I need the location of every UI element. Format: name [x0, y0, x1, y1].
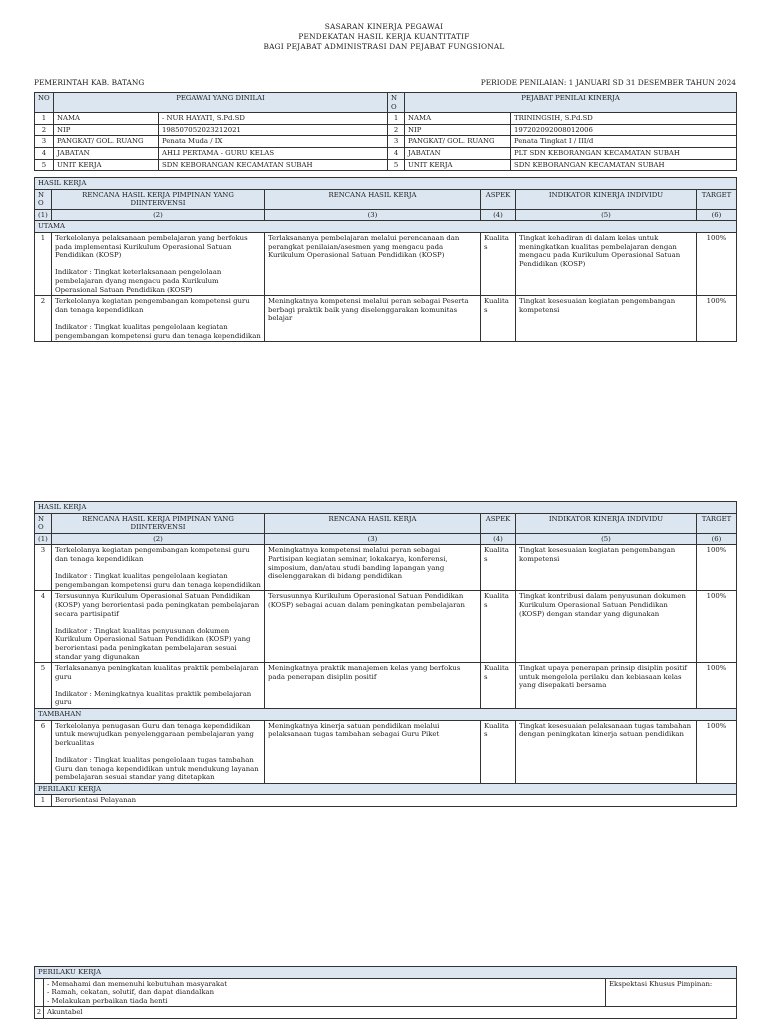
identity-row — [35, 113, 737, 125]
row-no: 4 — [388, 147, 405, 159]
section-row — [35, 709, 737, 721]
aspek-cell: Kualitas — [481, 545, 516, 591]
indikator-cell: Tingkat kehadiran di dalam kelas untuk meningkatkan kualitas pembelajaran dengan mengacu pada Kurikulum Operasional Satuan Pendidikan (KOSP) — [516, 232, 697, 295]
row-no: 1 — [35, 795, 52, 807]
rencana-cell: Meningkatnya kompetensi melalui peran sebagai Peserta berbagi praktik baik yang diselenggarakan komunitas belajar — [265, 296, 481, 342]
meta-row — [34, 78, 736, 87]
indikator-cell: Tingkat kontribusi dalam penyusunan dokumen Kurikulum Operasional Satuan Pendidikan (KOSP) dengan standar yang digunakan — [516, 591, 697, 663]
col-num-4: (4) — [481, 209, 516, 221]
document-header — [0, 22, 768, 52]
rencana-pimpinan-cell — [52, 591, 265, 663]
hasil-kerja-section-label: HASIL KERJA — [35, 502, 737, 514]
col-rencana-pimpinan: RENCANA HASIL KERJA PIMPINAN YANG DIINTERVENSI — [52, 189, 265, 209]
header-subtitle: PENDEKATAN HASIL KERJA KUANTITATIF — [298, 32, 470, 41]
identity-row — [35, 159, 737, 171]
rencana-pimpinan-cell — [52, 720, 265, 783]
rencana-pimpinan-text: Terlaksananya peningkatan kualitas praktik pembelajaran guru — [55, 664, 259, 681]
row-no: 3 — [35, 136, 54, 148]
col-num-5: (5) — [516, 209, 697, 221]
identity-col-no-2: NO — [388, 93, 405, 113]
rencana-pimpinan-indikator: Indikator : Tingkat kualitas pengelolaan kegiatan pengembangan kompetensi guru dan tenaga kependidikan — [55, 572, 261, 589]
section-row — [35, 783, 737, 795]
col-indikator: INDIKATOR KINERJA INDIVIDU — [516, 513, 697, 533]
table-row — [35, 720, 737, 783]
rencana-pimpinan-text: Terkelolanya penugasan Guru dan tenaga kependidikan untuk mewujudkan penyelenggaraan pembelajaran yang berkualitas — [55, 721, 254, 747]
rencana-cell: Meningkatnya kinerja satuan pendidikan melalui pelaksanaan tugas tambahan sebagai Guru Piket — [265, 720, 481, 783]
aspek-cell: Kualitas — [481, 591, 516, 663]
row-no: 1 — [35, 232, 52, 295]
col-num-1: (1) — [35, 209, 52, 221]
aspek-cell: Kualitas — [481, 232, 516, 295]
left-value: 198507052023212021 — [159, 124, 388, 136]
instansi-label: PEMERINTAH KAB. BATANG — [34, 78, 145, 87]
col-rencana: RENCANA HASIL KERJA — [265, 189, 481, 209]
row-no: 5 — [388, 159, 405, 171]
row-no: 5 — [35, 159, 54, 171]
column-number-row — [35, 533, 737, 545]
row-no: 1 — [388, 113, 405, 125]
row-label: PANGKAT/ GOL. RUANG — [54, 136, 159, 148]
rencana-cell: Meningkatnya praktik manajemen kelas yang berfokus pada penerapan disiplin positif — [265, 663, 481, 709]
row-label: PANGKAT/ GOL. RUANG — [405, 136, 511, 148]
rencana-pimpinan-indikator: Indikator : Tingkat kualitas penyusunan dokumen Kurikulum Operasional Satuan Pendidikan (KOSP) yang berorientasi pada peningkatan pembelajaran sesuai standar yang digunakan — [55, 626, 251, 661]
col-rencana-pimpinan: RENCANA HASIL KERJA PIMPINAN YANG DIINTERVENSI — [52, 513, 265, 533]
col-num-4: (4) — [481, 533, 516, 545]
row-no-empty — [35, 978, 44, 1007]
perilaku-bullet: - Ramah, cekatan, solutif, dan dapat diandalkan — [47, 988, 215, 997]
rencana-pimpinan-cell — [52, 232, 265, 295]
rencana-pimpinan-text: Terkelolanya pelaksanaan pembelajaran yang berfokus pada implementasi Kurikulum Operasional Satuan Pendidikan (KOSP) — [55, 233, 248, 260]
identity-col-no: NO — [35, 93, 54, 113]
col-target: TARGET — [697, 189, 737, 209]
row-no: 4 — [35, 147, 54, 159]
right-value: PLT SDN KEBORANGAN KECAMATAN SUBAH — [511, 147, 737, 159]
header-title: SASARAN KINERJA PEGAWAI — [324, 22, 444, 31]
target-cell: 100% — [697, 591, 737, 663]
perilaku-row — [35, 1007, 737, 1019]
aspek-cell: Kualitas — [481, 663, 516, 709]
col-rencana: RENCANA HASIL KERJA — [265, 513, 481, 533]
identity-header-row — [35, 93, 737, 113]
row-no: 2 — [35, 1007, 44, 1019]
table-row — [35, 296, 737, 342]
perilaku-kerja-section-label: PERILAKU KERJA — [35, 967, 737, 979]
left-value: - NUR HAYATI, S.Pd.SD — [159, 113, 388, 125]
rencana-pimpinan-indikator: Indikator : Tingkat keterlaksanaan pengelolaan pembelajaran dyang mengacu pada Kurikulum Operasional Satuan Pendidikan (KOSP) — [55, 268, 222, 294]
target-cell: 100% — [697, 232, 737, 295]
col-indikator: INDIKATOR KINERJA INDIVIDU — [516, 189, 697, 209]
ekspektasi-cell: Ekspektasi Khusus Pimpinan: — [606, 978, 737, 1007]
row-label: UNIT KERJA — [54, 159, 159, 171]
identity-right-title: PEJABAT PENILAI KINERJA — [405, 93, 737, 113]
col-num-1: (1) — [35, 533, 52, 545]
col-num-2: (2) — [52, 533, 265, 545]
row-no: 2 — [388, 124, 405, 136]
identity-row — [35, 136, 737, 148]
right-value: 197202092008012006 — [511, 124, 737, 136]
perilaku-row — [35, 795, 737, 807]
right-value: SDN KEBORANGAN KECAMATAN SUBAH — [511, 159, 737, 171]
column-header-row — [35, 513, 737, 533]
rencana-cell: Terlaksananya pembelajaran melalui perencanaan dan perangkat penilaian/asesmen yang mengacu pada Kurikulum Operasional Satuan Pendidikan (KOSP) — [265, 232, 481, 295]
header-subtitle-2: BAGI PEJABAT ADMINISTRASI DAN PEJABAT FUNGSIONAL — [263, 42, 505, 51]
identity-row — [35, 147, 737, 159]
target-cell: 100% — [697, 663, 737, 709]
section-row — [35, 967, 737, 979]
row-no: 6 — [35, 720, 52, 783]
col-no: NO — [35, 189, 52, 209]
table-row — [35, 591, 737, 663]
col-num-5: (5) — [516, 533, 697, 545]
row-no: 5 — [35, 663, 52, 709]
rencana-cell: Tersusunnya Kurikulum Operasional Satuan Pendidikan (KOSP) sebagai acuan dalam peningkatan pembelajaran — [265, 591, 481, 663]
right-value: Penata Tingkat I / III/d — [511, 136, 737, 148]
perilaku-item: Akuntabel — [44, 1007, 737, 1019]
perilaku-bullet: - Memahami dan memenuhi kebutuhan masyarakat — [47, 979, 227, 988]
rencana-pimpinan-text: Tersusunnya Kurikulum Operasional Satuan Pendidikan (KOSP) yang berorientasi pada peningkatan pembelajaran secara partisipatif — [55, 592, 260, 618]
row-label: NIP — [405, 124, 511, 136]
section-row — [35, 502, 737, 514]
table-row — [35, 232, 737, 295]
rencana-pimpinan-indikator: Indikator : Meningkatnya kualitas praktik pembelajaran guru — [55, 689, 252, 707]
rencana-pimpinan-text: Terkelolanya kegiatan pengembangan kompetensi guru dan tenaga kependidikan — [55, 297, 250, 314]
rencana-pimpinan-cell — [52, 663, 265, 709]
perilaku-item: Berorientasi Pelayanan — [52, 795, 737, 807]
column-header-row — [35, 189, 737, 209]
section-row — [35, 178, 737, 190]
hasil-kerja-table-2 — [34, 501, 737, 807]
column-number-row — [35, 209, 737, 221]
utama-section-label: UTAMA — [35, 221, 737, 233]
col-num-6: (6) — [697, 533, 737, 545]
indikator-cell: Tingkat kesesuaian kegiatan pengembangan kompetensi — [516, 296, 697, 342]
rencana-cell: Meningkatnya kompetensi melalui peran sebagai Partisipan kegiatan seminar, lokakarya, konferensi, simposium, dan/atau studi banding lapangan yang diselenggarakan di bidang pendidikan — [265, 545, 481, 591]
target-cell: 100% — [697, 720, 737, 783]
rencana-pimpinan-text: Terkelolanya kegiatan pengembangan kompetensi guru dan tenaga kependidikan — [55, 546, 250, 563]
col-num-3: (3) — [265, 209, 481, 221]
col-aspek: ASPEK — [481, 189, 516, 209]
rencana-pimpinan-cell — [52, 545, 265, 591]
col-target: TARGET — [697, 513, 737, 533]
section-row — [35, 221, 737, 233]
hasil-kerja-section-label: HASIL KERJA — [35, 178, 737, 190]
indikator-cell: Tingkat kesesuaian pelaksanaan tugas tambahan dengan peningkatan kinerja satuan pendidikan — [516, 720, 697, 783]
rencana-pimpinan-indikator: Indikator : Tingkat kualitas pengelolaan kegiatan pengembangan kompetensi guru dan tenaga kependidikan — [55, 322, 261, 340]
indikator-cell: Tingkat upaya penerapan prinsip disiplin positif untuk mengelola perilaku dan kebiasaan kelas yang disepakati bersama — [516, 663, 697, 709]
row-label: UNIT KERJA — [405, 159, 511, 171]
perilaku-kerja-section-label: PERILAKU KERJA — [35, 783, 737, 795]
col-aspek: ASPEK — [481, 513, 516, 533]
col-num-6: (6) — [697, 209, 737, 221]
indikator-cell: Tingkat kesesuaian kegiatan pengembangan kompetensi — [516, 545, 697, 591]
row-label: NAMA — [405, 113, 511, 125]
row-no: 4 — [35, 591, 52, 663]
periode-label: PERIODE PENILAIAN: 1 JANUARI SD 31 DESEMBER TAHUN 2024 — [480, 78, 736, 87]
aspek-cell: Kualitas — [481, 296, 516, 342]
row-no: 2 — [35, 296, 52, 342]
row-no: 2 — [35, 124, 54, 136]
col-num-2: (2) — [52, 209, 265, 221]
target-cell: 100% — [697, 296, 737, 342]
perilaku-kerja-table — [34, 966, 737, 1019]
left-value: Penata Muda / IX — [159, 136, 388, 148]
aspek-cell: Kualitas — [481, 720, 516, 783]
hasil-kerja-table-1 — [34, 177, 737, 342]
rencana-pimpinan-indikator: Indikator : Tingkat kualitas pengelolaan tugas tambahan Guru dan tenaga kependidikan untuk mendukung layanan pembelajaran sesuai standar yang ditetapkan — [55, 756, 259, 782]
target-cell: 100% — [697, 545, 737, 591]
row-label: NAMA — [54, 113, 159, 125]
row-label: NIP — [54, 124, 159, 136]
right-value: TRININGSIH, S.Pd.SD — [511, 113, 737, 125]
col-no: NO — [35, 513, 52, 533]
perilaku-detail-row — [35, 978, 737, 1007]
row-label: JABATAN — [405, 147, 511, 159]
perilaku-bullet: - Melakukan perbaikan tiada henti — [47, 996, 168, 1005]
table-row — [35, 545, 737, 591]
tambahan-section-label: TAMBAHAN — [35, 709, 737, 721]
left-value: AHLI PERTAMA - GURU KELAS — [159, 147, 388, 159]
row-no: 1 — [35, 113, 54, 125]
row-no: 3 — [388, 136, 405, 148]
row-label: JABATAN — [54, 147, 159, 159]
col-num-3: (3) — [265, 533, 481, 545]
row-no: 3 — [35, 545, 52, 591]
perilaku-bullets — [44, 978, 606, 1007]
identity-row — [35, 124, 737, 136]
identity-table — [34, 92, 737, 171]
rencana-pimpinan-cell — [52, 296, 265, 342]
identity-left-title: PEGAWAI YANG DINILAI — [54, 93, 388, 113]
table-row — [35, 663, 737, 709]
left-value: SDN KEBORANGAN KECAMATAN SUBAH — [159, 159, 388, 171]
